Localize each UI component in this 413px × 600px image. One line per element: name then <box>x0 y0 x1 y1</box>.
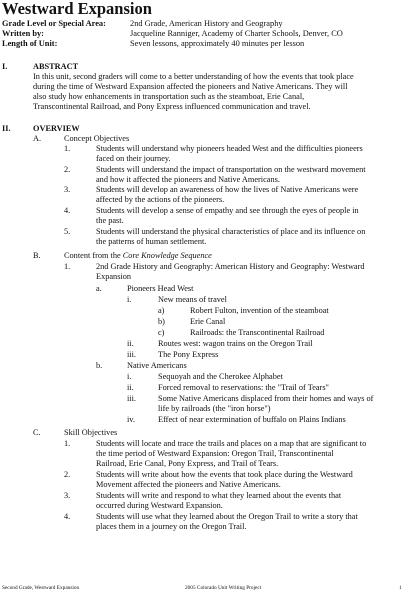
meta-value: 2nd Grade, American History and Geography <box>130 19 283 28</box>
meta-value: Jacqueline Ranniger, Academy of Charter Schools, Denver, CO <box>130 29 343 38</box>
list-number: 4. <box>64 512 71 521</box>
list-item-line: Robert Fulton, invention of the steamboat <box>190 306 329 315</box>
meta-value: Seven lessons, approximately 40 minutes per lesson <box>130 39 305 48</box>
subsection-letter: C. <box>33 428 41 437</box>
meta-label: Written by: <box>2 29 44 38</box>
list-number: 2. <box>64 470 71 479</box>
list-heading-native-americans: Native Americans <box>127 361 187 370</box>
list-item-line: occurred during Westward Expansion. <box>96 501 223 510</box>
abstract-line: during the time of Westward Expansion affected the pioneers and Native Americans. They will <box>33 82 348 91</box>
abstract-line: In this unit, second graders will come to a better understanding of how the events that took place <box>33 72 354 81</box>
subsection-heading-skill-objectives: Skill Objectives <box>64 428 118 437</box>
list-item-line: Railroads: the Transcontinental Railroad <box>190 328 325 337</box>
list-letter: a. <box>96 284 102 293</box>
list-roman: ii. <box>127 383 134 392</box>
list-item-line: life by railroads (the "iron horse") <box>158 404 271 413</box>
list-item-line: Effect of near extermination of buffalo on Plains Indians <box>158 415 346 424</box>
list-item-line: The Pony Express <box>158 350 219 359</box>
list-number: 4. <box>64 206 71 215</box>
footer-left: Second Grade, Westward Expansion <box>2 585 80 591</box>
list-number: 2. <box>64 165 71 174</box>
core-knowledge-sequence-title: Core Knowledge Sequence <box>122 251 212 260</box>
list-item-line: Erie Canal <box>190 317 226 326</box>
list-item-line: Students will understand the physical characteristics of place and its influence on <box>96 227 366 236</box>
list-roman: ii. <box>127 339 134 348</box>
list-item-line: the past. <box>96 216 124 225</box>
list-number: 5. <box>64 227 71 236</box>
list-heading-pioneers: Pioneers Head West <box>127 284 194 293</box>
list-item-line: Railroad, Erie Canal, Pony Express, and Trail of Tears. <box>96 459 279 468</box>
list-item-line: Movement affected the pioneers and Native Americans. <box>96 480 281 489</box>
list-item-line: Students will develop a sense of empathy and see through the eyes of people in <box>96 206 359 215</box>
list-item-line: Students will write about how the events that took place during the Westward <box>96 470 353 479</box>
list-roman: iii. <box>127 350 136 359</box>
subsection-heading-concept-objectives: Concept Objectives <box>64 134 130 143</box>
list-item-line: Expansion <box>96 272 132 281</box>
list-letter: a) <box>158 306 165 315</box>
list-roman: i. <box>127 372 132 381</box>
list-roman: iii. <box>127 394 136 403</box>
section-number: II. <box>2 124 11 133</box>
document-title: Westward Expansion <box>2 0 152 18</box>
abstract-line: Transcontinental Railroad, and Pony Express influenced communication and travel. <box>33 102 311 111</box>
footer-center: 2005 Colorado Unit Writing Project <box>185 585 262 591</box>
list-number: 1. <box>64 144 71 153</box>
list-roman: i. <box>127 295 132 304</box>
footer-page-number: 1 <box>399 585 402 591</box>
section-heading-abstract: ABSTRACT <box>33 62 79 71</box>
subsection-letter: A. <box>33 134 42 143</box>
list-number: 3. <box>64 491 71 500</box>
list-item-line: Routes west: wagon trains on the Oregon Trail <box>158 339 313 348</box>
list-letter: b) <box>158 317 165 326</box>
section-number: I. <box>2 62 8 71</box>
list-item-line: Students will write and respond to what they learned about the events that <box>96 491 342 500</box>
list-item-line: the time period of Westward Expansion: Oregon Trail, Transcontinental <box>96 449 334 458</box>
section-heading-overview: OVERVIEW <box>33 124 80 133</box>
abstract-line: also study how enhancements in transportation such as the steamboat, Erie Canal, <box>33 92 305 101</box>
list-item-line: Sequoyah and the Cherokee Alphabet <box>158 372 283 381</box>
list-item-line: the patterns of human settlement. <box>96 237 207 246</box>
list-item-line: Students will develop an awareness of how the lives of Native Americans were <box>96 185 359 194</box>
subsection-letter: B. <box>33 251 41 260</box>
list-number: 1. <box>64 262 71 271</box>
list-item-line: Students will understand the impact of transportation on the westward movement <box>96 165 366 174</box>
heading-prefix: Content from the <box>64 251 123 260</box>
list-letter: b. <box>96 361 103 370</box>
list-item-line: faced on their journey. <box>96 154 171 163</box>
list-roman: iv. <box>127 415 135 424</box>
list-item-line: Some Native Americans displaced from their homes and ways of <box>158 394 374 403</box>
list-item-line: Forced removal to reservations: the "Trail of Tears" <box>158 383 329 392</box>
list-item-line: Students will locate and trace the trails and places on a map that are significant to <box>96 439 367 448</box>
list-letter: c) <box>158 328 165 337</box>
list-item-line: Students will understand why pioneers headed West and the difficulties pioneers <box>96 144 363 153</box>
list-item-line: affected by the actions of the pioneers. <box>96 195 225 204</box>
list-item-line: Students will use what they learned about the Oregon Trail to write a story that <box>96 512 358 521</box>
list-item-line: places them in a journey on the Oregon Trail. <box>96 522 247 531</box>
meta-label: Length of Unit: <box>2 39 58 48</box>
subsection-heading-content <box>64 251 212 261</box>
list-item-line: and how it affected the pioneers and Native Americans. <box>96 175 280 184</box>
list-number: 1. <box>64 439 71 448</box>
list-item-line: 2nd Grade History and Geography: American History and Geography: Westward <box>96 262 365 271</box>
meta-label: Grade Level or Special Area: <box>2 19 106 28</box>
list-number: 3. <box>64 185 71 194</box>
list-item-line: New means of travel <box>158 295 227 304</box>
